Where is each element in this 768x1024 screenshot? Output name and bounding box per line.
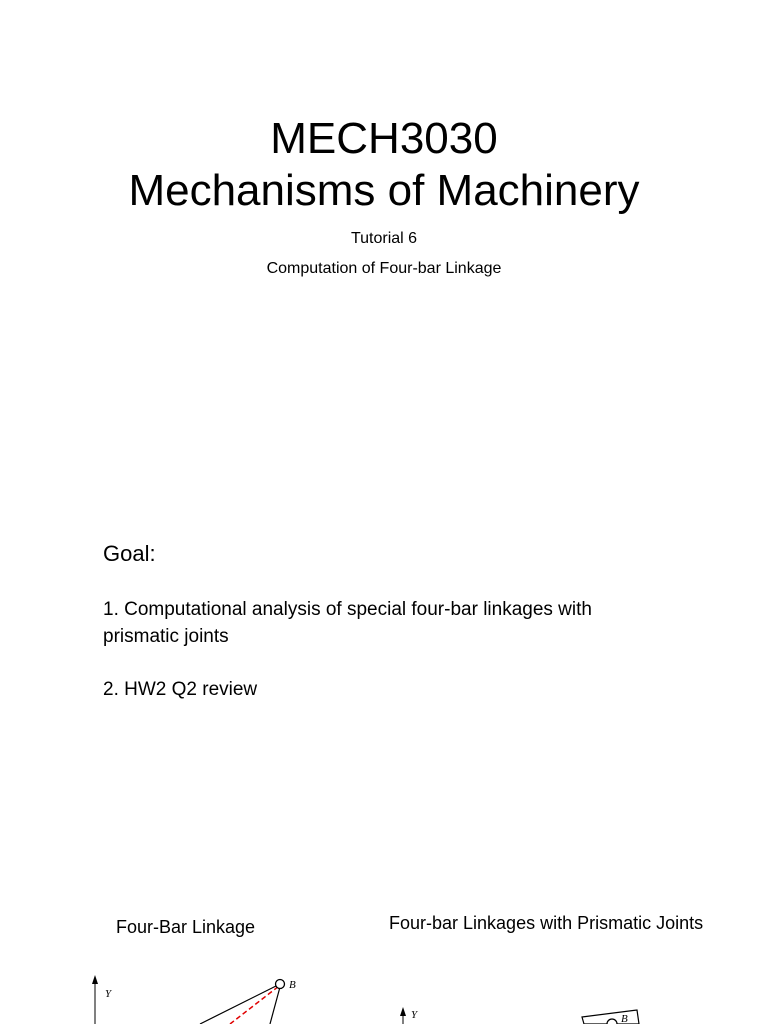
figures-slide [0,880,768,1024]
goal-slide [0,500,768,880]
joint-b [276,980,285,989]
title-slide [0,0,768,500]
four-bar-linkage-title: Four-Bar Linkage [116,917,256,937]
goal-heading: Goal: [103,541,156,566]
tutorial-topic: Computation of Four-bar Linkage [266,260,502,277]
y-axis-arrow [400,1007,406,1016]
coupler-link [200,985,278,1024]
course-code: MECH3030 [270,114,498,163]
course-title: Mechanisms of Machinery [128,166,640,215]
joint-b [607,1019,617,1024]
y-axis-arrow [92,975,98,984]
point-b-label: B [289,979,296,991]
y-axis-label: Y [411,1009,418,1021]
point-b-label: B [621,1013,628,1024]
y-axis-label: Y [105,988,112,1000]
prismatic-linkage-diagram [390,972,650,1024]
prismatic-joints-title: Four-bar Linkages with Prismatic Joints [389,913,704,933]
goal-item-1: 1. Computational analysis of special four-bar linkages with prismatic joints [103,599,592,647]
tutorial-label: Tutorial 6 [350,230,418,247]
four-bar-linkage-diagram [80,972,320,1024]
goal-item-2: 2. HW2 Q2 review [103,679,258,700]
